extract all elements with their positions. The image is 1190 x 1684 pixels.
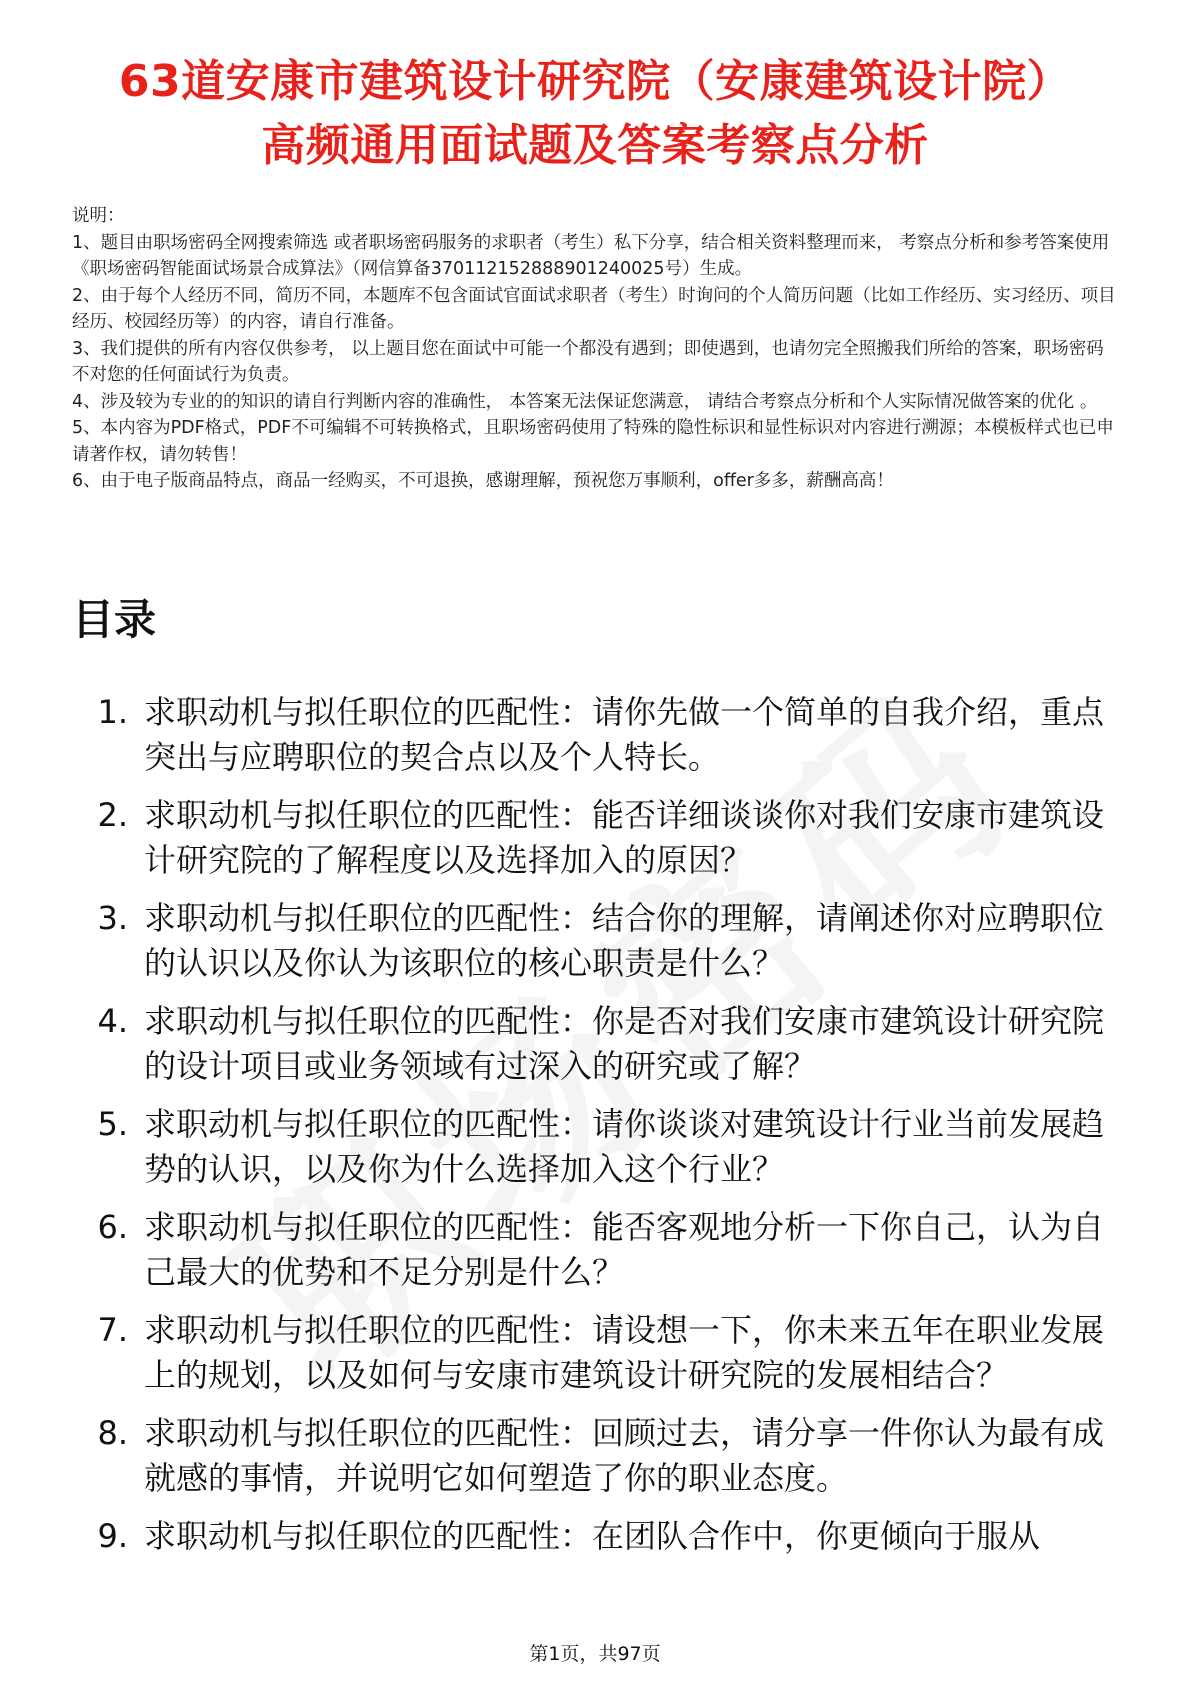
toc-item-text: 求职动机与拟任职位的匹配性：能否客观地分析一下你自己，认为自己最大的优势和不足分别是什么？ <box>144 1208 1105 1291</box>
note-item: 1、题目由职场密码全网搜索筛选 或者职场密码服务的求职者（考生）私下分享，结合相关资料整理而来， 考察点分析和参考答案使用《职场密码智能面试场景合成算法》（网信算备370112152888901240025号）生成。 <box>72 232 1110 279</box>
toc-item[interactable] <box>72 793 1120 882</box>
toc-item-number: 2. <box>97 796 128 834</box>
toc-item-text: 求职动机与拟任职位的匹配性：结合你的理解，请阐述你对应聘职位的认识以及你认为该职位的核心职责是什么？ <box>144 899 1105 982</box>
toc-item-number: 3. <box>97 899 128 937</box>
note-item: 5、本内容为PDF格式，PDF不可编辑不可转换格式，且职场密码使用了特殊的隐性标识和显性标识对内容进行溯源；本模板样式也已申请著作权，请勿转售！ <box>72 418 1114 465</box>
toc-item-text: 求职动机与拟任职位的匹配性：请设想一下，你未来五年在职业发展上的规划，以及如何与安康市建筑设计研究院的发展相结合？ <box>144 1311 1105 1394</box>
toc-item-number: 8. <box>97 1414 128 1452</box>
notes-label: 说明： <box>72 206 125 226</box>
toc-item[interactable] <box>72 1411 1120 1500</box>
toc-item-text: 求职动机与拟任职位的匹配性：在团队合作中，你更倾向于服从 <box>144 1517 1041 1555</box>
toc-item-number: 9. <box>97 1517 128 1555</box>
toc-item-number: 7. <box>97 1311 128 1349</box>
toc-item-text: 求职动机与拟任职位的匹配性：你是否对我们安康市建筑设计研究院的设计项目或业务领域有过深入的研究或了解？ <box>144 1002 1105 1085</box>
document-title: 63道安康市建筑设计研究院（安康建筑设计院）高频通用面试题及答案考察点分析 <box>118 56 1072 171</box>
toc-item-number: 5. <box>97 1105 128 1143</box>
note-item: 2、由于每个人经历不同，简历不同，本题库不包含面试官面试求职者（考生）时询问的个人简历问题（比如工作经历、实习经历、项目经历、校园经历等）的内容，请自行准备。 <box>72 285 1116 332</box>
toc-item[interactable] <box>72 1205 1120 1294</box>
disclaimer-notes <box>72 203 1120 495</box>
note-item: 3、我们提供的所有内容仅供参考， 以上题目您在面试中可能一个都没有遇到；即使遇到，也请勿完全照搬我们所给的答案，职场密码不对您的任何面试行为负责。 <box>72 338 1104 385</box>
toc-item[interactable] <box>72 999 1120 1088</box>
toc-item[interactable] <box>72 1308 1120 1397</box>
toc-item-number: 6. <box>97 1208 128 1246</box>
toc-item[interactable] <box>72 896 1120 985</box>
toc-item-text: 求职动机与拟任职位的匹配性：能否详细谈谈你对我们安康市建筑设计研究院的了解程度以及选择加入的原因？ <box>144 796 1105 879</box>
table-of-contents <box>72 690 1120 1573</box>
note-item: 6、由于电子版商品特点，商品一经购买，不可退换，感谢理解，预祝您万事顺利，offer多多，薪酬高高！ <box>72 471 894 491</box>
toc-heading: 目录 <box>72 595 157 644</box>
toc-item-text: 求职动机与拟任职位的匹配性：请你谈谈对建筑设计行业当前发展趋势的认识，以及你为什么选择加入这个行业？ <box>144 1105 1105 1188</box>
page-footer: 第1页，共97页 <box>529 1643 661 1665</box>
toc-item[interactable] <box>72 1102 1120 1191</box>
toc-item[interactable] <box>72 1514 1120 1559</box>
toc-item[interactable] <box>72 690 1120 779</box>
toc-item-text: 求职动机与拟任职位的匹配性：回顾过去，请分享一件你认为最有成就感的事情，并说明它如何塑造了你的职业态度。 <box>144 1414 1105 1497</box>
note-item: 4、涉及较为专业的的知识的请自行判断内容的准确性， 本答案无法保证您满意， 请结合考察点分析和个人实际情况做答案的优化 。 <box>72 391 1098 412</box>
toc-item-text: 求职动机与拟任职位的匹配性：请你先做一个简单的自我介绍，重点突出与应聘职位的契合点以及个人特长。 <box>144 693 1105 776</box>
toc-item-number: 1. <box>97 693 128 731</box>
toc-item-number: 4. <box>97 1002 128 1040</box>
